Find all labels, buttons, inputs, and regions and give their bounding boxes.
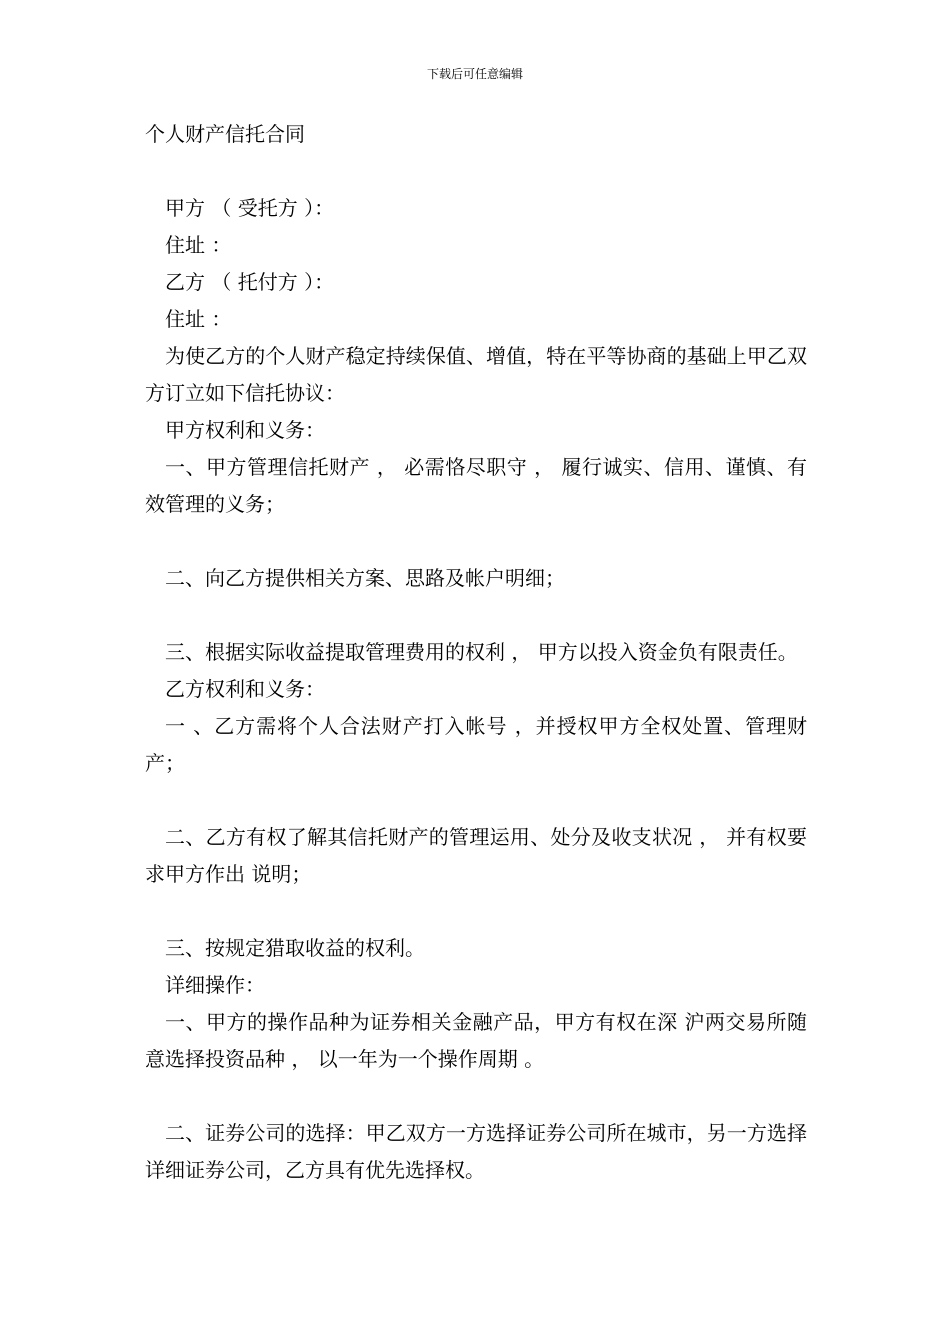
party-b-clause-3: 三、按规定猎取收益的权利。 (165, 936, 425, 960)
operations-clause-1: 一、甲方的操作品种为证券相关金融产品，甲方有权在深 沪两交易所随意选择投资品种 ， 以一年为一个操作周期 。 (145, 1010, 807, 1071)
party-a-address: 住址 ： (165, 233, 232, 257)
operations-clause-2: 二、证券公司的选择：甲乙双方一方选择证券公司所在城市，另一方选择详细证券公司，乙方具有优先选择权。 (145, 1121, 807, 1182)
party-a-line: 甲方 （ 受托方 ）： (165, 196, 335, 220)
party-b-clause-2: 二、乙方有权了解其信托财产的管理运用、处分及收支状况 ， 并有权要求甲方作出 说明； (145, 825, 807, 886)
party-b-clause-1: 一 、乙方需将个人合法财产打入帐号 ，并授权甲方全权处置、管理财产； (145, 714, 807, 775)
document-body (145, 116, 807, 1189)
preamble-paragraph: 为使乙方的个人财产稳定持续保值、增值，特在平等协商的基础上甲乙双方订立如下信托协议： (145, 344, 807, 405)
party-b-address: 住址 ： (165, 307, 232, 331)
section-heading-operations: 详细操作： (165, 973, 265, 997)
page-header: 下载后可任意编辑 (426, 67, 523, 81)
section-heading-party-a: 甲方权利和义务： (165, 418, 325, 442)
party-b-line: 乙方 （ 托付方 ）： (165, 270, 335, 294)
party-a-clause-3: 三、根据实际收益提取管理费用的权利 ， 甲方以投入资金负有限责任。 (165, 640, 798, 664)
document-title: 个人财产信托合同 (145, 122, 305, 146)
section-heading-party-b: 乙方权利和义务： (165, 677, 325, 701)
party-a-clause-1: 一、甲方管理信托财产 ， 必需恪尽职守 ， 履行诚实、信用、谨慎、有效管理的义务； (145, 455, 807, 516)
party-a-clause-2: 二、向乙方提供相关方案、思路及帐户明细； (165, 566, 565, 590)
